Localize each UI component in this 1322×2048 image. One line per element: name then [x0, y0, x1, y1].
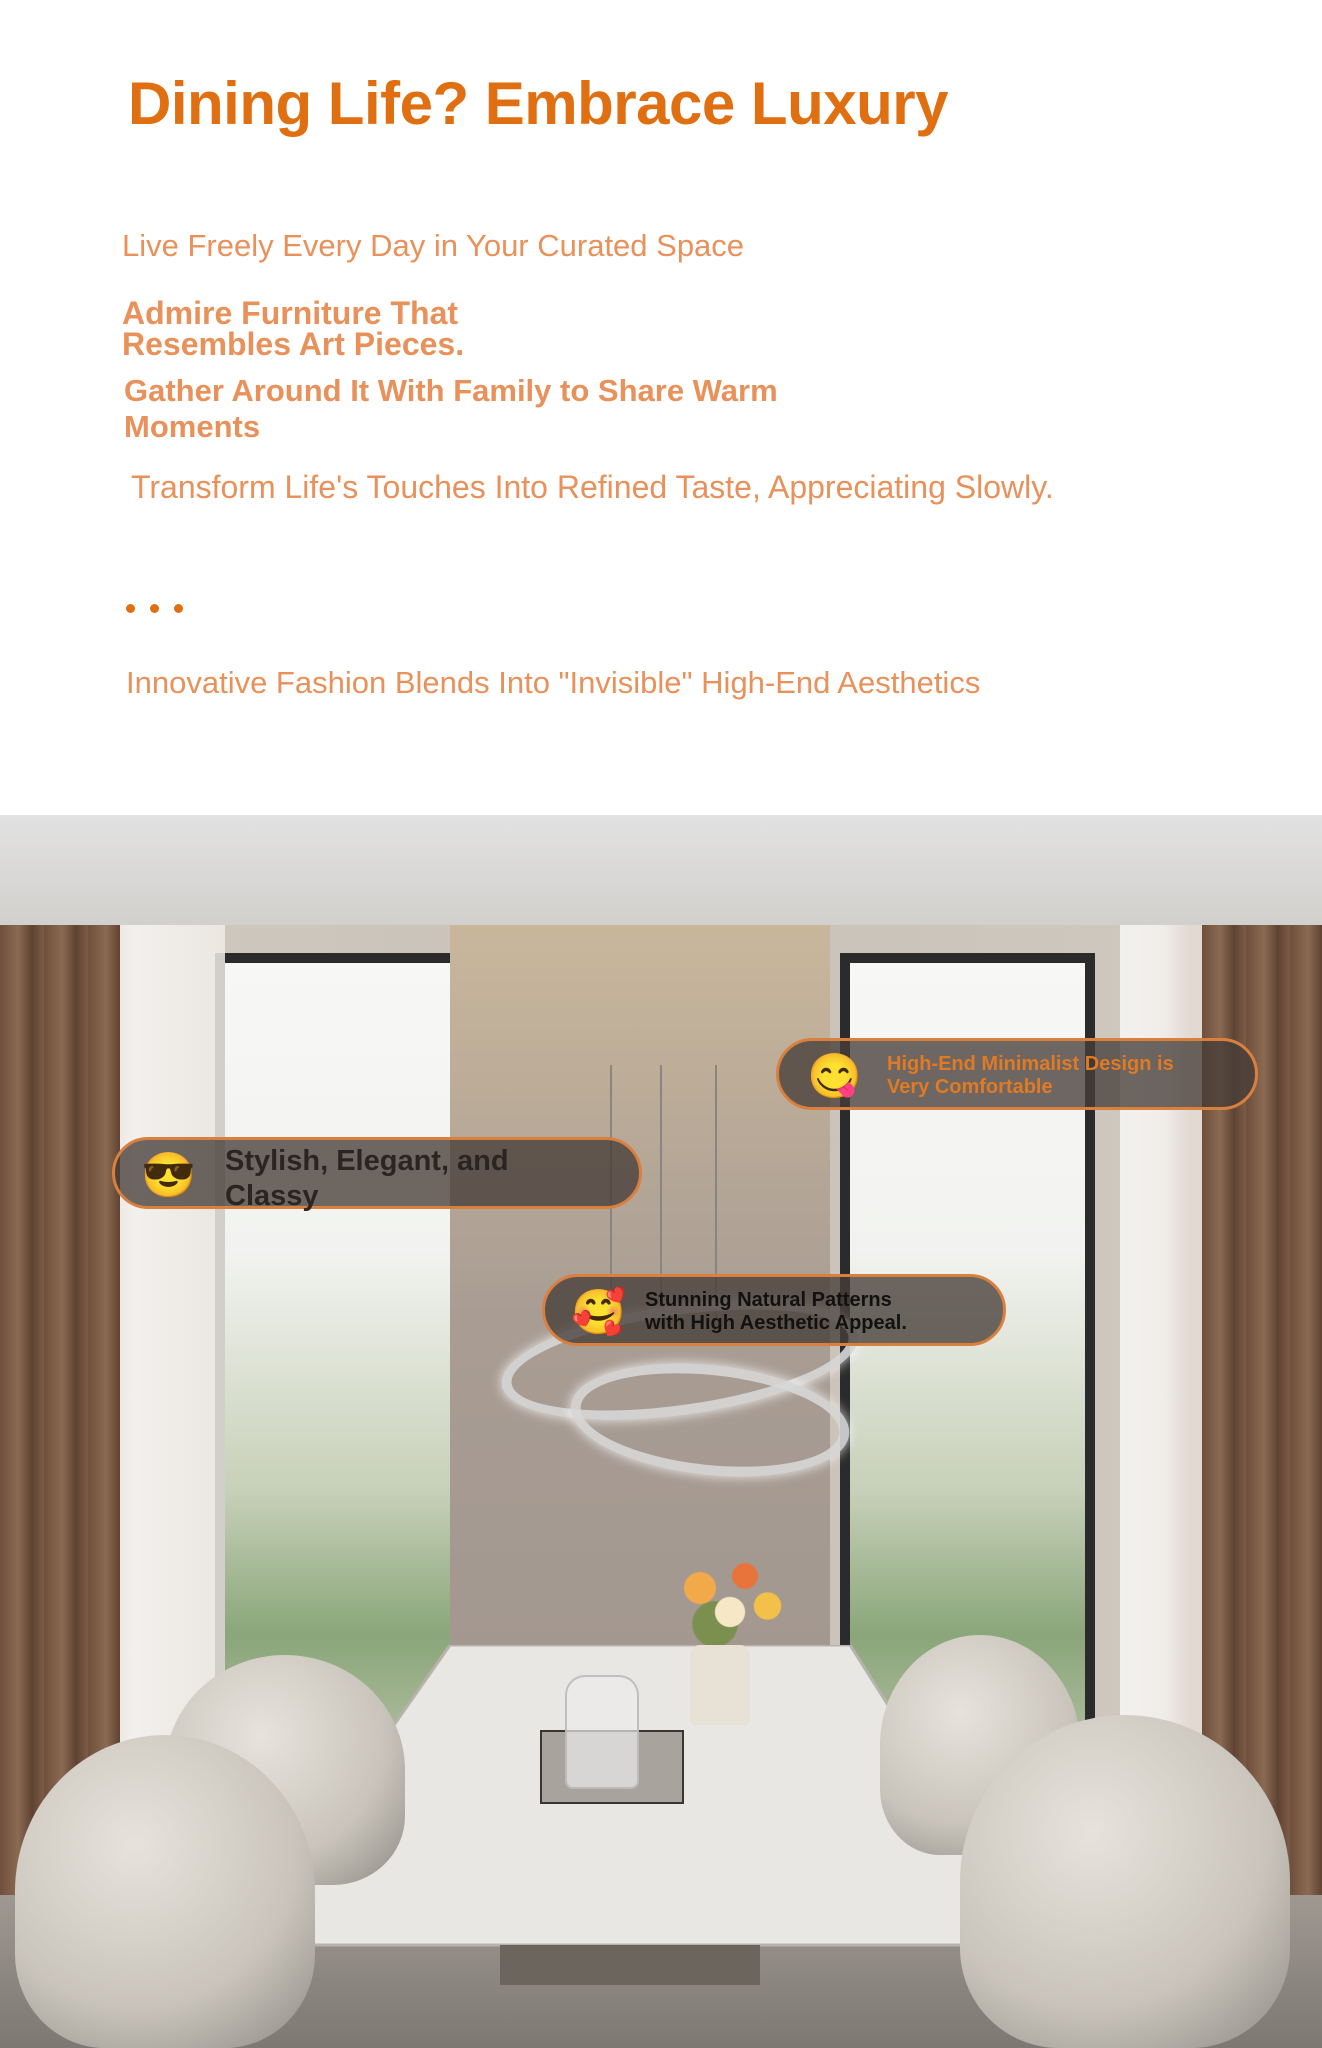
- dining-chair: [960, 1715, 1290, 2048]
- feature-text-minimalist: High-End Minimalist Design is Very Comfortable: [887, 1053, 1174, 1098]
- tagline-family-moments: Gather Around It With Family to Share Warm Moments: [124, 373, 778, 444]
- tagline-curated-space: Live Freely Every Day in Your Curated Space: [122, 228, 745, 263]
- tagline-refined-taste: Transform Life's Touches Into Refined Taste, Appreciating Slowly.: [131, 469, 1054, 505]
- tagline-invisible-aesthetics: Innovative Fashion Blends Into "Invisible" High-End Aesthetics: [126, 665, 981, 700]
- tagline-art-pieces: Admire Furniture That Resembles Art Pieces.: [122, 295, 465, 362]
- feature-text-stylish: Stylish, Elegant, and Classy: [225, 1145, 509, 1212]
- dining-room-photo: [0, 815, 1322, 2048]
- dot: [174, 604, 183, 613]
- page-title: Dining Life? Embrace Luxury: [128, 70, 948, 137]
- dot: [150, 604, 159, 613]
- glass-decanter: [565, 1675, 639, 1789]
- feature-bubble-minimalist: [776, 1038, 1258, 1110]
- ceiling: [0, 815, 1322, 925]
- feature-text-patterns: Stunning Natural Patterns with High Aesthetic Appeal.: [645, 1289, 907, 1334]
- table-base: [500, 1945, 760, 1985]
- dot: [126, 604, 135, 613]
- sunglasses-face-icon: 😎: [141, 1151, 196, 1200]
- feature-bubble-stylish: [112, 1137, 642, 1212]
- yum-face-icon: 😋: [807, 1052, 862, 1101]
- ceramic-vase: [690, 1645, 750, 1725]
- dining-chair: [15, 1735, 315, 2048]
- feature-bubble-patterns: [542, 1274, 1006, 1346]
- intro-section: [0, 0, 1322, 815]
- flower-arrangement: [655, 1540, 805, 1660]
- smiling-hearts-face-icon: 🥰: [571, 1288, 626, 1337]
- ellipsis-divider: [126, 604, 183, 613]
